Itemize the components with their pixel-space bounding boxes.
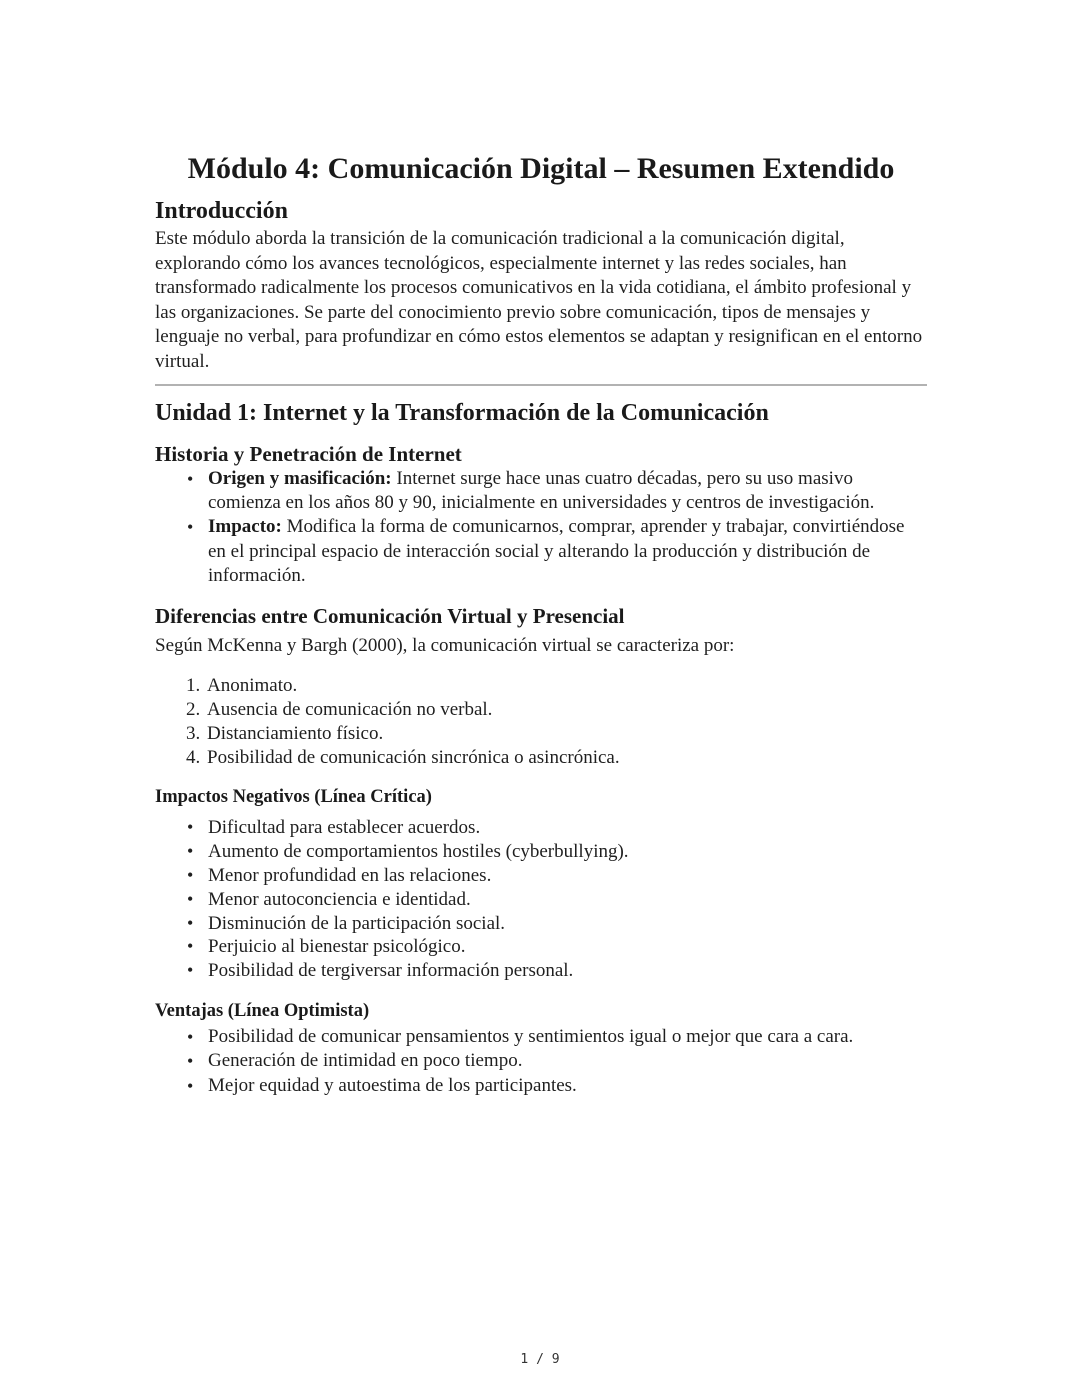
- list-item-text: Distanciamiento físico.: [207, 722, 384, 744]
- list-item-text: Disminución de la participación social.: [208, 912, 506, 934]
- bullet-icon: •: [187, 469, 194, 489]
- list-item-text: Aumento de comportamientos hostiles (cyberbullying).: [208, 841, 629, 863]
- bullet-icon: •: [187, 1026, 194, 1047]
- list-item: [187, 840, 915, 864]
- bullet-icon: •: [187, 1051, 194, 1072]
- intro-paragraph: Este módulo aborda la transición de la comunicación tradicional a la comunicación digital, explorando cómo los avances tecnológicos, especialmente internet y las redes sociales, han transformado radicalmente los procesos comunicativos en la vida cotidiana, el ámbito profesional y las organizaciones. Se parte del conocimiento previo sobre comunicación, tipos de mensajes y lenguaje no verbal, para profundizar en cómo estos elementos se adaptan y resignifican en el entorno virtual.: [155, 228, 923, 372]
- list-item-text: Posibilidad de comunicación sincrónica o asincrónica.: [207, 747, 620, 769]
- historia-heading: Historia y Penetración de Internet: [155, 442, 462, 466]
- list-item: [187, 912, 915, 936]
- list-item-text: Generación de intimidad en poco tiempo.: [208, 1050, 523, 1072]
- impactos-bullet-list: [155, 816, 927, 983]
- bullet-icon: •: [187, 1075, 194, 1096]
- list-item: [187, 1025, 915, 1049]
- list-number: 2.: [186, 698, 201, 720]
- page-number-indicator: 1 / 9: [520, 1352, 560, 1367]
- ventajas-heading: Ventajas (Línea Optimista): [155, 1000, 370, 1021]
- list-item: [187, 816, 915, 840]
- list-item-text: Internet surge hace unas cuatro décadas, pero su uso masivo comienza en los años 80 y 90, inicialmente en universidades y centros de investigación.: [208, 468, 875, 514]
- list-item: [186, 746, 915, 770]
- bullet-icon: •: [187, 912, 194, 933]
- list-item: [187, 1074, 915, 1098]
- section-divider: [155, 384, 927, 386]
- diferencias-numbered-list: [155, 674, 927, 771]
- list-number: 4.: [186, 747, 201, 769]
- list-item-text: Menor autoconciencia e identidad.: [208, 888, 471, 910]
- impactos-heading: Impactos Negativos (Línea Crítica): [155, 787, 432, 808]
- document-content: [155, 0, 927, 1098]
- list-item-text: Mejor equidad y autoestima de los participantes.: [208, 1074, 577, 1096]
- unit1-heading: Unidad 1: Internet y la Transformación de la Comunicación: [155, 400, 769, 426]
- list-item-text: Posibilidad de comunicar pensamientos y sentimientos igual o mejor que cara a cara.: [208, 1025, 854, 1047]
- bullet-icon: •: [187, 936, 194, 957]
- list-item: [187, 1049, 915, 1073]
- intro-heading: Introducción: [155, 198, 288, 224]
- list-item-text: Anonimato.: [207, 674, 298, 696]
- list-item: [187, 864, 915, 888]
- bullet-icon: •: [187, 841, 194, 862]
- list-item: [186, 674, 915, 698]
- bullet-icon: •: [187, 517, 194, 538]
- list-item: [187, 467, 915, 515]
- list-item: [187, 515, 915, 588]
- historia-bullet-list: [155, 467, 927, 588]
- list-item-text: Dificultad para establecer acuerdos.: [208, 817, 481, 839]
- list-number: 1.: [186, 674, 201, 696]
- ventajas-bullet-list: [155, 1025, 927, 1098]
- list-item-text: Perjuicio al bienestar psicológico.: [208, 936, 466, 958]
- list-item-text: Posibilidad de tergiversar información personal.: [208, 960, 574, 982]
- list-item-text: Ausencia de comunicación no verbal.: [207, 698, 493, 720]
- list-item: [187, 888, 915, 912]
- list-item-text: Menor profundidad en las relaciones.: [208, 864, 492, 886]
- bullet-icon: •: [187, 960, 194, 981]
- list-item: [187, 935, 915, 959]
- list-item: [187, 959, 915, 983]
- list-item-bold-lead: Impacto:: [208, 516, 282, 538]
- bullet-icon: •: [187, 817, 194, 838]
- diferencias-heading: Diferencias entre Comunicación Virtual y Presencial: [155, 604, 625, 629]
- list-item: [186, 722, 915, 746]
- list-item: [186, 698, 915, 722]
- bullet-icon: •: [187, 888, 194, 909]
- document-title: Módulo 4: Comunicación Digital – Resumen Extendido: [187, 152, 895, 185]
- list-number: 3.: [186, 722, 201, 744]
- diferencias-lead-paragraph: Según McKenna y Bargh (2000), la comunicación virtual se caracteriza por:: [155, 635, 735, 657]
- bullet-icon: •: [187, 864, 194, 885]
- list-item-text: Modifica la forma de comunicarnos, comprar, aprender y trabajar, convirtiéndose en el principal espacio de interacción social y alterando la producción y distribución de información.: [208, 516, 905, 586]
- list-item-bold-lead: Origen y masificación:: [208, 468, 392, 489]
